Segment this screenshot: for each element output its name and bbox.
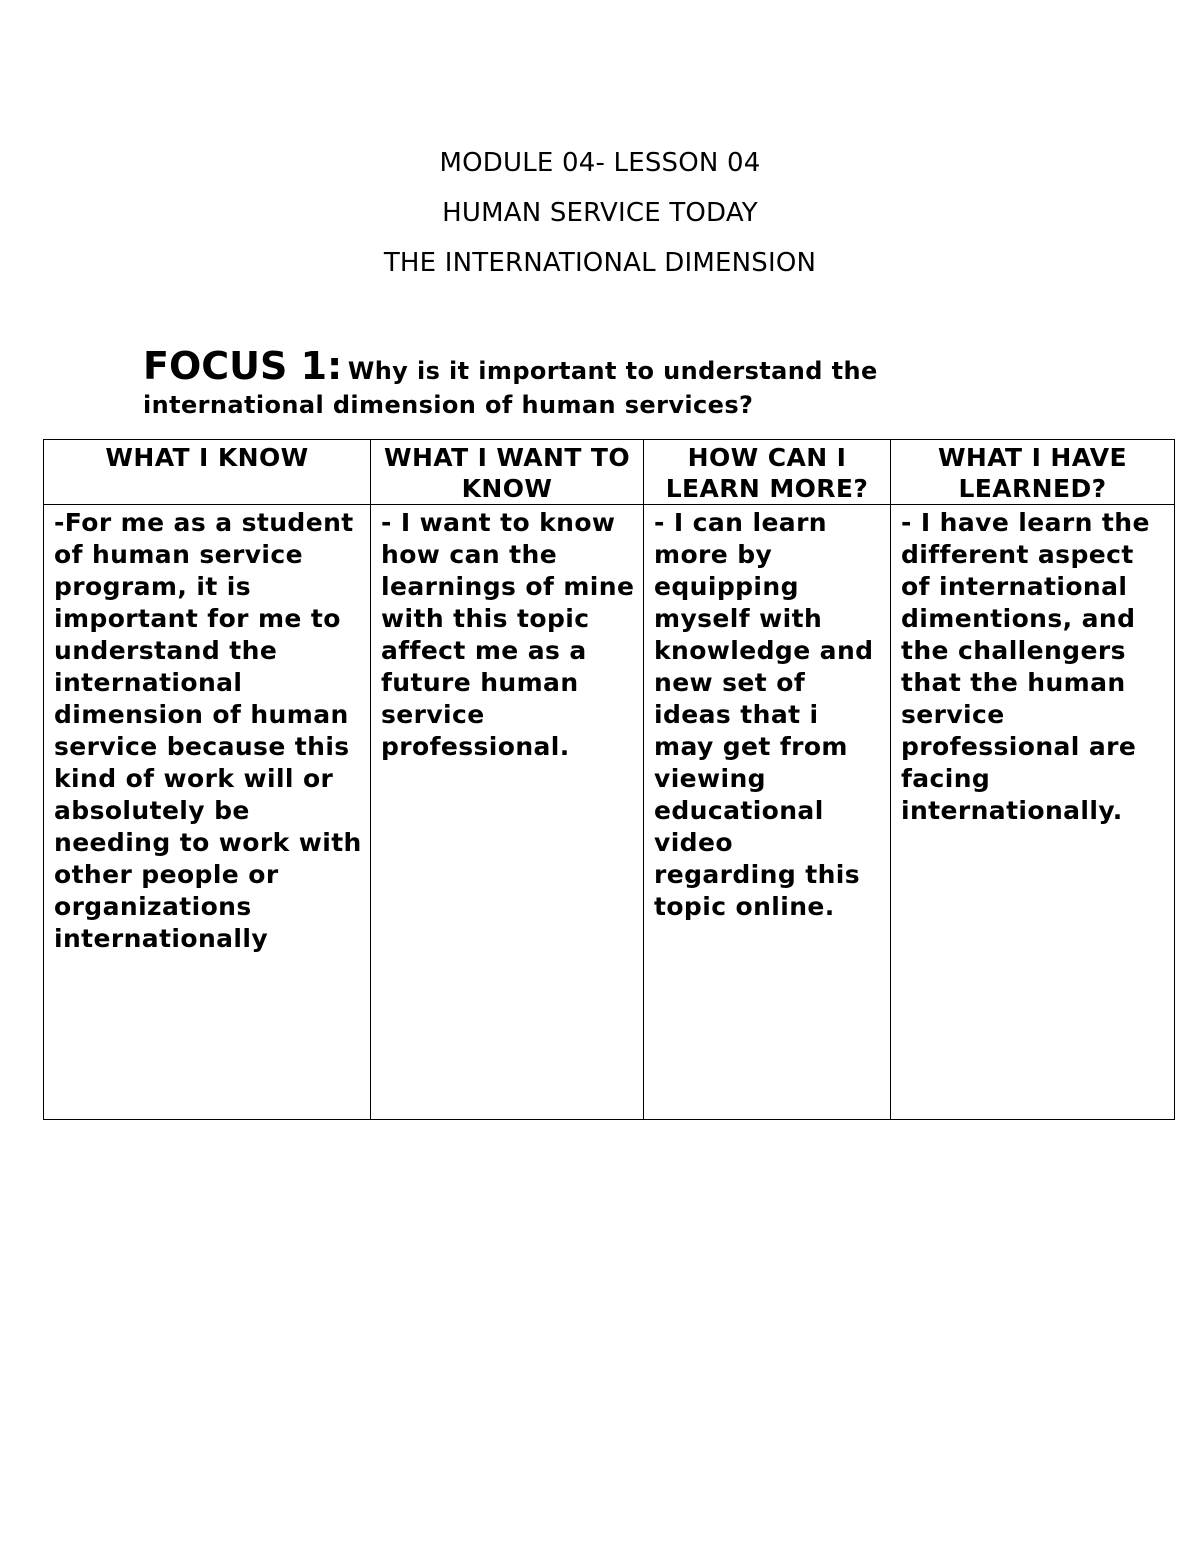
focus-question-line2: international dimension of human services? [143, 391, 754, 419]
lesson-subtitle: THE INTERNATIONAL DIMENSION [383, 248, 817, 278]
kwl-header-row [44, 440, 1175, 505]
focus-label: FOCUS 1: [143, 344, 343, 388]
focus-question-block [143, 342, 1143, 420]
kwl-answer-row [44, 505, 1175, 1120]
cell-what-i-know: -For me as a student of human service program, it is important for me to understand the international dimension of human service because this kind of work will or absolutely be needing to work with other people or organizations internationally [44, 505, 371, 1120]
focus-question-line1: Why is it important to understand the [347, 357, 878, 385]
header-what-i-want-to-know: WHAT I WANT TO KNOW [371, 440, 644, 505]
cell-what-i-want-to-know: - I want to know how can the learnings of mine with this topic affect me as a future human service professional. [371, 505, 644, 1120]
document-title-block [0, 138, 1200, 288]
cell-how-can-i-learn-more: - I can learn more by equipping myself with knowledge and new set of ideas that i may get from viewing educational video regarding this topic online. [644, 505, 891, 1120]
course-topic-title: HUMAN SERVICE TODAY [442, 198, 758, 228]
header-what-i-have-learned: WHAT I HAVE LEARNED? [891, 440, 1175, 505]
header-how-can-i-learn-more: HOW CAN I LEARN MORE? [644, 440, 891, 505]
module-lesson-title: MODULE 04- LESSON 04 [439, 148, 761, 178]
cell-what-i-have-learned: - I have learn the different aspect of international dimentions, and the challengers that the human service professional are facing internationally. [891, 505, 1175, 1120]
header-what-i-know: WHAT I KNOW [44, 440, 371, 505]
kwl-table [43, 439, 1175, 1120]
